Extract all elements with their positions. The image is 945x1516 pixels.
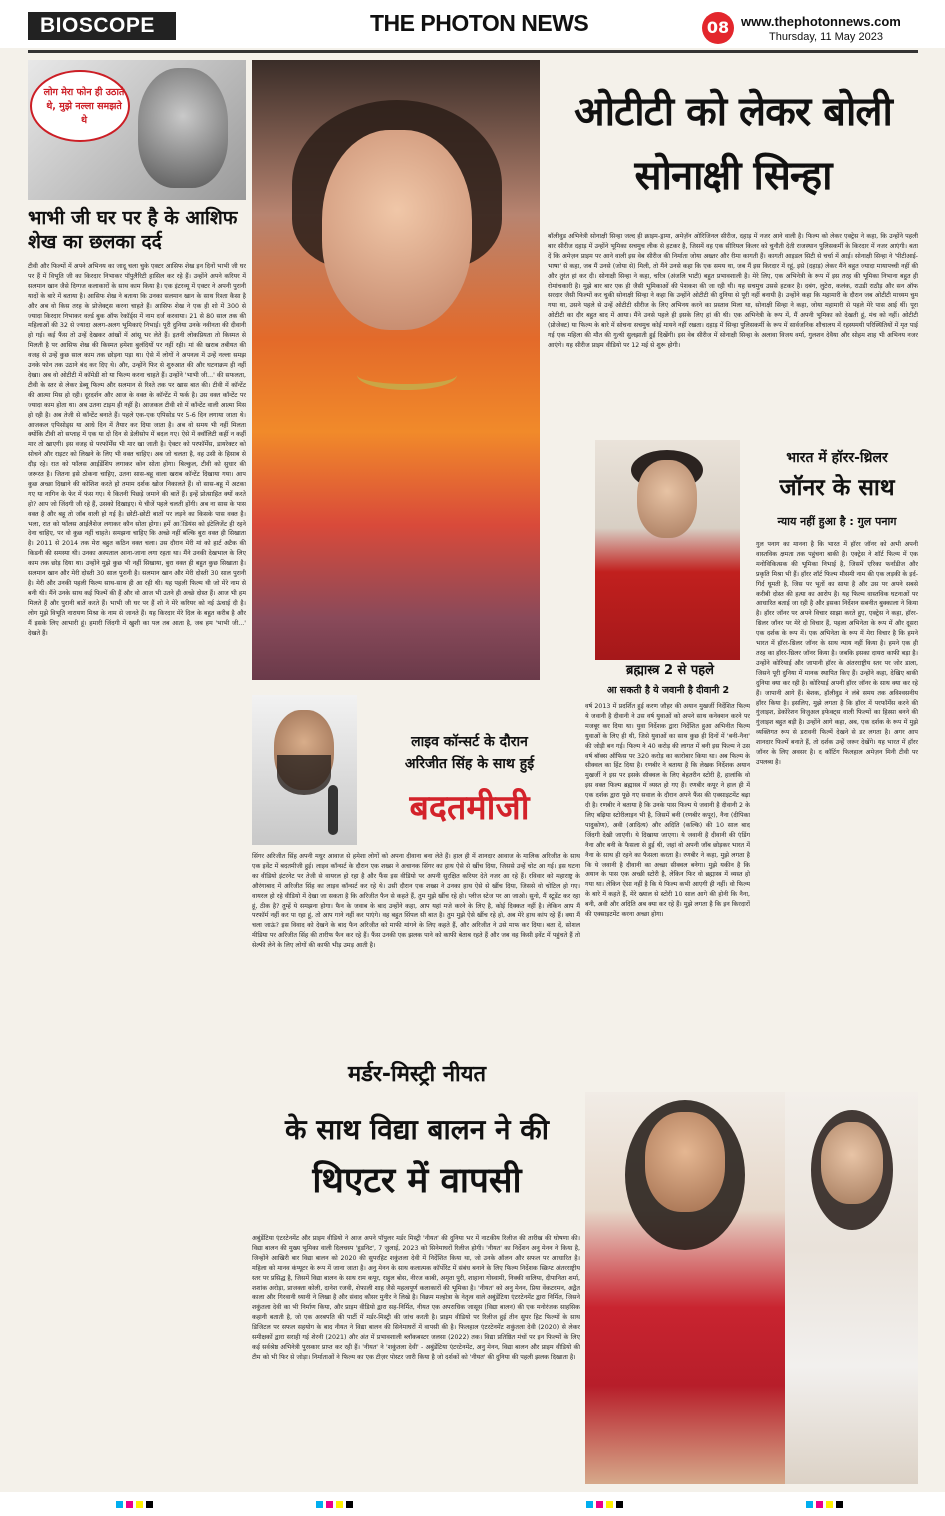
photo-beard xyxy=(277,755,331,795)
main-headline: ओटीटी को लेकर बोली सोनाक्षी सिन्हा xyxy=(574,89,892,199)
registration-dot xyxy=(616,1501,623,1508)
photo-face xyxy=(322,130,472,330)
vidya-body: अबुंडेंटिया एंटरटेनमेंट और प्राइम वीडियो ने आज अपने पॉपुलर मर्डर मिस्ट्री 'नीयत' की दुनिया भर में नाटकीय रिलीज की तारीख की घोषणा की। विद्या बालन की मुख्य भूमिका वाली दिलचस्प 'हुडनिट', 7 जुलाई, 2023 को सिनेमाघरों रिलीज होगी। 'नीयत' का निर्देशन अनु मेनन ने किया है, जिन्होंने आखिरी बार विद्या बालन को 2020 की सुपरहिट शकुंतला देवी में निर्देशित किया था, जो उनके ऑलन और सफल पर आधारित है। महिला को मानव कंप्यूटर के रूप में जाना जाता है। अनु मेनन के साथ कलात्मक कॉर्पोरेट में संबंध बनाने के लिए फिल्म निर्देशक स्क्रिप्ट अंतरराष्ट्रीय स्तर पर प्रसिद्ध है, जिसमें विद्या बालन के साथ राम कपूर, राहुल बोस, नीरज काबी, अमृता पुरी, शाहाना गोस्वामी, निक्की वालिया, दीपानिता शर्मा, शशांक अरोड़ा, प्राजक्ता कोली, दानेश रजवी, शेफाली शाह जैसे महत्वपूर्ण कलाकारों की भूमिका है। 'नीयत' को अनु मेनन, प्रिया वेंकटरमन, अद्वैत काला और गिरवानी ध्यानी ने लिखा है और संवाद कौसर मुनीर ने लिखे है। विक्रम मल्होत्रा के नेतृत्व वाले अबुंडेंटिया एंटरटेनमेंट द्वारा निर्मित, जिसने शकुंतला देवी का भी निर्माण किया, और प्राइम वीडियो द्वारा सह-निर्मित, नीयत एक अपराधिक जासूस (विद्या बालन) की एक मनोरंजक साहसिक कहानी बताती है, जो एक अरबपति की पार्टी में मर्डर-मिस्ट्री की जांच करती है। प्राइम वीडियो पर रिलीज हुई तीन सुपर हिट फिल्मों के साथ डिजिटल पर सफल सहयोग के बाद नीयत ने विद्या बालन की सिनेमाघरों में वापसी की है। फिलहाल एंटरटेनमेंट शकुंतला देवी (2020) से लेकर समीक्षकों द्वारा सराही गई शेरनी (2021) और अंत में प्रभावशाली ब्लॉकबस्टर जलसा (2022) तक। विद्या प्रतिष्ठित मंचों पर इन फिल्मों के लिए कई सर्वश्रेष्ठ अभिनेत्री पुरस्कार प्राप्त कर रही हैं। 'नीयत' ने 'शकुंतला देवी' - अबुंडेंटिया एंटरटेनमेंट, अनु मेनन, विद्या बालन और प्राइम वीडियो की टीम को भी फिर से जोड़ा। निर्माताओं ने फिल्म का एक टीज़र पोस्टर जारी किया है जो दर्शकों को 'नीयत' की दुनिया की पहली झलक दिखाता है। xyxy=(252,1235,580,1361)
photo-face xyxy=(821,1122,883,1204)
photo-face xyxy=(637,460,697,538)
photo-necklace xyxy=(357,360,457,390)
arijit-photo xyxy=(252,695,357,845)
page-number-badge: 08 xyxy=(702,12,734,44)
brahmastra-body: वर्ष 2013 में प्रदर्शित हुई करण जौहर की अयान मुखर्जी निर्देशित फिल्म ये जवानी है दीवानी ने उस वर्ष युवाओं को अपने साथ कनेक्शन करने पर मजबूर कर दिया था। युवा निर्देशक द्वारा निर्देशित हुआ अभिनीत फिल्म युवाओं के लिए ही थी, जिसे युवाओं का साथ कुछ ही दिनों में 'बनी-नैना' की जोड़ी बन गई। फिल्म ने 40 करोड़ की लागत में बनी इस फिल्म ने उस वर्ष बॉक्स ऑफिस पर 320 करोड़ का कारोबार किया था। अब फिल्म के सीक्वल का हिंट दिया है। रणबीर ने बताया है कि लेखक निर्देशक अयान मुखर्जी ने इस पर इसके सीक्वल के लिए बेहतरीन स्टोरी है, हालांकि वो इस वक्त फिल्म ब्रह्मास्त्र में व्यस्त हो गए हैं। रणबीर कपूर ने हाल ही में एक दर्शक द्वारा पूछे गए सवाल के दौरान अपने फैंस की एक्साइटमेंट बढ़ा दी है। रणबीर ने बताया है कि उनके पास फिल्म ये जवानी है दीवानी 2 के लिए बढ़िया स्टोरीलाइन भी है, जिसमें बनी (रणबीर कपूर), नैना (दीपिका पादुकोण), अवी (आदित्य) और अदिति (कल्कि) की 10 साल बाद जिंदगी देखी जाएगी। ये दिखाया जाएगा। ये जवानी है दीवानी की एंडिंग नैना और बनी के फैसला से हुई थी, जहां वो अपनी जॉब छोड़कर भारत में नैना के साथ ही रहने का फैसला करता है। रणबीर ने कहा, मुझे लगता है कि ये जवानी है दीवानी का अच्छा सीक्वल बनेगा। मुझे यकीन है कि अयान के पास एक अच्छी स्टोरी है, लेकिन फिर वो ब्रह्मास्त्र में व्यस्त हो गया था। लेकिन ऐसा नहीं है कि ये फिल्म कभी आएगी ही नहीं। वो फिल्म के बारे में कहते हैं, मेरे ख्याल से स्टोरी 10 साल आगे की होनी कि नैना, बनी, अवी और अदिति अब क्या कर रहे हैं। मुझे लगता है कि इन किरदारों की एक्साइटमेंट करना अच्छा होगा। xyxy=(585,703,750,919)
arijit-body: सिंगर अरिजीत सिंह अपनी मधुर आवाज से हमेशा लोगों को अपना दीवाना बना लेते हैं। हाल ही में शानदार आवाज के मालिक अरिजीत के साथ एक इवेंट में बदतमीजी हुई। लाइव कॉन्सर्ट के दौरान एक शख्स ने अचानक सिंगर का हाथ ऐसे से खींच दिया, जिससे उन्हें चोट आ गई। इस घटना का वीडियो इंटरनेट पर तेजी से वायरल हो रहा है और फैंस इस वीडियो पर अपनी सुरक्षित करियर देते नजर आ रहे हैं। रविवार को महाराष्ट्र के औरंगाबाद में अरिजीत सिंह का लाइव कॉन्सर्ट कर रहे थे। उसी दौरान एक शख्स ने उनका हाथ ऐसे से खींच दिया, जिससे वो चोटिल हो गए। वायरल हो रहे वीडियो में देखा जा सकता है कि अरिजीत फैन से कहते हैं, तुम मुझे खींच रहे हो। प्लीज स्टेज पर आ जाओ। सुनो, मैं स्टूडेंट कर रहा हूं, ठीक है? तुम्हें ये समझना होगा। फैन के जवाब के बाद उन्होंने कहा, आप यहां मजे करने के लिए है, कोई दिक्कत नहीं है। लेकिन आप मैं परफॉर्म नहीं कर पा रहा हूं, तो आप गाने नहीं कर पाएंगे। वह बहुत सिंपल सी बात है। तुम मुझे ऐसे खींच रहे हो, अब मेरे हाथ कांप रहे हैं। क्या मैं चला जाऊं? इस विवाद को देखने के बाद फैन अरिजीत को माफी मांगने के लिए कहते हैं, और अरिजीत ने उसे माफ कर दिया। बता दें, सोशल मीडिया पर अरिजीत सिंह की तारीफ फैन कर रहे हैं। फैंस उनकी एक झलक पाने को काफी बेताब रहते हैं और जब वह किसी इवेंट में पहुंचते हैं तो सेल्फी लेने के लिए लोगों की काफी भीड़ उमड़ आती है। xyxy=(252,853,580,950)
gul-panag-photo xyxy=(785,1092,918,1484)
registration-dot xyxy=(586,1501,593,1508)
left-story-headline: भाभी जी घर पर है के आशिफ शेख का छलका दर्द xyxy=(28,207,238,253)
registration-dot xyxy=(336,1501,343,1508)
portrait-face xyxy=(138,68,228,188)
vidya-headline-2: के साथ विद्या बालन ने की xyxy=(284,1113,550,1146)
left-story-body: टीवी और फिल्मों में अपने अभिनय का जादू चला चुके एक्टर आसिफ शेख इन दिनों भाभी जी घर पर हैं में विभूति जी का किरदार निभाकर पॉपुलैरिटी हासिल कर रहे हैं। उन्होंने अपने करियर में सलमान खान जैसे दिग्गज कलाकारों के साथ काम किया है। एक इंटरव्यू में एक्टर ने अपनी पुरानी यादों के बारे में बताया है। आसिफ शेख ने बताया कि उनका सलमान खान के साथ रिश्ता कैसा है और अब वो किस तरह के प्रोजेक्ट्स करना चाहते हैं। आसिफ शेख ने एक ही शो में 300 से ज्यादा किरदार निभाकर वर्ल्ड बुक ऑफ रेकॉर्ड्स में नाम दर्ज करवाया। 21 से 80 साल तक की महिलाओं की 32 से ज्यादा अलग-अलग भूमिकाएं निभाई। पूरी दुनिया उनके नवीनता की दीवानी हो गई। कई फैंस तो उन्हें देखकर आंखों में आंसू भर लेते हैं। इतनी लोकप्रियता तो किस्मत से मिलती है पर आसिफ शेख की किस्मत हमेशा बुलंदियों पर नहीं रही। मां की खराब तबीयत की वजह से उन्हें कुछ साल काम तक छोड़ना पड़ा था। ऐसे में लोगों ने अपनत्व में उन्हें नल्ला समझ उनके फोन तक उठाने बंद कर दिए थे। और, उन्होंने फिर से शुरुआत की और घटनाक्रम ही नहीं देखा। अब वो ओटीटी में कॉमेडी शो या फिल्म करना चाहते हैं। उन्होंने 'भाभी जी...' की सफलता, टीवी के स्तर से लेकर डेब्यू फिल्म और सलमान से रिश्ते तक पर खास बात की। टीवी में कॉन्टेंट की आत्मा मिस हो रही। दूरदर्शन और आज के वक्त के कॉन्टेंट में फर्क है। उस वक्त कॉन्टेंट पर ज्यादा काम होता था। अब उतना टाइम ही नहीं है। आजकल टीवी शो में कॉन्टेंट वाली आत्मा मिस हो रही है। अब तेजी से कॉन्टेंट बनाते हैं। पहले एक-एक एपिसोड पर 5-6 दिन लगाया जाता थे। आजकल एपिसोड्स या आधे दिन में तैयार कर दिया जाता है। अब वो समय भी नहीं मिलता क्योंकि टीवी शो सप्ताह में एक या दो दिन से डेलीसोप में बदल गए। ऐसे में क्वॉलिटी कहीं न कहीं मार तो खाएगी। इस वजह से परफॉर्मेंस भी मार खा जाती है। ऐक्टर को परफॉर्मेंस, डायरेक्टर को सोचने और राइटर को लिखने के लिए भी वक्त चाहिए। अब जो चलता है, वह उसी के हिसाब से दौड़ रहे। रात को फॉलस आईडेंशिप लगाकर कोन सोता होगा। बिल्कुल, टीवी को सुधार की जरूरत है। जितना इसे ठोकना चाहिए, उतना सास-बहू वाला खराब कॉन्टेंट दिखाया गया। आप कुछ अच्छा दिखाने की कोशिश करते हो तमाम दर्शक खोज निकालते हैं। वो सास-बहू में अटका गए या नागिन के फेर में फंस गए। ये कितनी पिछड़े जमाने की बातें हैं। इन्हें प्रोत्साहित क्यों करते हो? आप जो जिंदगी जी रहे हैं, उसको दिखाइए। ये चीजें पहले चलती होंगी। अब ना सास के पास वक्त है और बहू तो जॉब वाली हो गई है। छोटी-छोटी बातों पर लड़ने का किसके पास वक्त है। भला, रात को फॉलस आईलैशेज लगाकर कौन सोता होगा। हमें आॅडियंस को इंटेलिजेंट ही रहने देना चाहिए, पर वो कुछ नहीं चाहते। समझना चाहिए कि अच्छे नहीं बल्कि बुरा वक्त ही सिखाता है। 2011 से 2014 तक मेरा बहुत कठिन वक्त चला। उस दौरान मेरी मां को हार्ट अटैक की किडनी की समस्या थी। उनका अस्पताल आना-जाना लगा रहता था। मैंने उनकी देखभाल के लिए काम तक छोड़ दिया था। उन्होंने मुझे कुछ भी नहीं सिखाया, बुरा वक्त ही बहुत कुछ सिखाता है। सलमान खान और मेरी दोस्ती 30 साल पुरानी है। सलमान खान और मेरी दोस्ती 30 साल पुरानी है। मेरी और उनकी पहली फिल्म साथ-साथ ही आ रही थी। यह पहली फिल्म थी जो मेरे नाम से बनी थी। मैंने उनके साथ कई फिल्में की हैं और वो आज भी उतने ही अच्छे दोस्त हैं। आज भी हम मिलते हैं और पुरानी बातें करते हैं। भाभी जी घर पर हैं शो ने मेरे करियर को नई ऊंचाई दी है। लोग मुझे विभूति नारायण मिश्रा के नाम से जानते हैं। यह किरदार मेरे दिल के बहुत करीब है और मैं इसके लिए आभारी हूं। हमारी जिंदगी में खुशी का पल तब आता है, जब हम 'भाभी जी...' देखते हैं। xyxy=(28,263,246,637)
arijit-headline-3: बदतमीजी xyxy=(409,788,530,828)
vidya-headline-3: थिएटर में वापसी xyxy=(312,1161,522,1201)
newspaper-title: THE PHOTON NEWS xyxy=(370,10,589,36)
registration-dot xyxy=(116,1501,123,1508)
issue-date: Thursday, 11 May 2023 xyxy=(769,31,883,43)
masthead xyxy=(0,0,945,48)
arijit-headline-2: अरिजीत सिंह के साथ हुई xyxy=(404,756,535,772)
microphone-icon xyxy=(328,785,338,835)
ranbir-photo xyxy=(595,440,740,660)
pull-quote: लोग मेरा फोन ही उठाते थे, मुझे नल्ला समझते थे xyxy=(43,87,125,126)
website-url[interactable]: www.thephotonnews.com xyxy=(741,14,901,29)
registration-dot xyxy=(126,1501,133,1508)
registration-dot xyxy=(146,1501,153,1508)
main-story-body: बॉलीवुड अभिनेत्री सोनाक्षी सिन्हा जल्द ही क्राइम-ड्रामा, अमेज़ॅन ओरिजिनल सीरीज, दहाड़ में नजर आने वाली है। फिल्म को लेकर एक्ट्रेस ने कहा, कि उन्होंने पहली बार सीरीज दहाड़ में उन्होंने भूमिका सचमुच लीक से हटकर है, जिसमें वह एक सीरियल किलर को चुनौती देती राजस्थान पुलिसकर्मी के किरदार में नजर आएंगी। बता दें कि अमेज़न प्राइम पर आने वाली इस वेब सीरीज की निर्माता जोया अख्तर और रीमा कागती हैं। कागती आइडल सिटी से चर्चा में आई। सोनाक्षी सिन्हा ने 'पीटीआई-भाषा' से कहा, जब मैं उनसे (जोया से) मिली, तो मैंने उनसे कहा कि एक समय था, जब मैं इस किरदार में रहूं, इसे (दहाड़) लेकर मैंने बहुत ज्यादा मायापच्ची नहीं की और तुरंत हां कर दी। सोनाक्षी सिन्हा ने कहा, चरित्र (अंजलि भाटी) बहुत प्रभावशाली है। मेरे लिए, एक अभिनेत्री के रूप में इस तरह की भूमिका निभाना बहुत ही रोमांचकारी है। मुझे बार बार एक ही जैसी भूमिकाओं की पेशकश की जा रही थी। यह सचमुच उससे हटकर है। दबंग, लुटेरा, कलंक, राउडी राठौड़ और सन ऑफ सरदार जैसी फिल्मों कर चुकी सोनाक्षी सिन्हा ने कहा कि उन्होंने ओटीटी की दुनिया से पूरी नहीं बनायी है। उन्होंने कहा कि महामारी के दौरान जब ओटीटी माध्यम चुम गया था, उसने पहले से उन्हें ओटीटी सीरीज के लिए अभिनय करने का प्रस्ताव मिला था, सोनाक्षी सिन्हा ने कहा, जोया महामारी से पहले मेरे पास आई थीं। पूरा ओटीटी का दौर बहुत बाद में आया। मैंने उनसे पहले ही इसके लिए हां की थी। एक अभिनेत्री के रूप में, मैं अपनी भूमिका को देखती हूं, मंच को नहीं। ओटीटी (प्रोजेक्ट) या फिल्म के बारे में सोचना सचमुच कोई मायने नहीं रखता। दहाड़ में सिन्हा पुलिसकर्मी के रूप में सार्वजनिक शौचालय में रहस्यमयी परिस्थितियों में मृत पाई गई एक महिला की मौत की गुत्थी सुलझाती हुई दिखेंगी। इस वेब सीरीज में सोनाक्षी सिन्हा के अलावा विजय वर्मा, गुलशन देवैया और सोहम शाह भी अभिनय नजर आएंगे। यह सीरीज प्राइम वीडियो पर 12 मई से शुरू होगी। xyxy=(548,233,918,349)
brahmastra-subhead: आ सकती है ये जवानी है दीवानी 2 xyxy=(606,685,730,696)
registration-dot xyxy=(806,1501,813,1508)
registration-dot xyxy=(346,1501,353,1508)
photo-face xyxy=(645,1112,725,1212)
arijit-headline-1: लाइव कॉन्सर्ट के दौरान xyxy=(411,734,528,750)
vidya-photo xyxy=(585,1092,785,1484)
registration-dot xyxy=(816,1501,823,1508)
left-story xyxy=(28,60,246,1480)
aasif-sheikh-photo xyxy=(28,60,246,200)
horror-headline-2: जॉनर के साथ xyxy=(779,475,895,501)
registration-dot xyxy=(326,1501,333,1508)
registration-dot xyxy=(316,1501,323,1508)
section-tag: BIOSCOPE xyxy=(28,12,176,40)
quote-bubble xyxy=(30,70,130,142)
vidya-headline-1: मर्डर-मिस्ट्री नीयत xyxy=(347,1062,487,1087)
registration-dot xyxy=(136,1501,143,1508)
horror-subhead: न्याय नहीं हुआ है : गुल पनाग xyxy=(777,515,897,528)
sonakshi-photo xyxy=(252,60,540,680)
registration-dot xyxy=(826,1501,833,1508)
registration-dot xyxy=(606,1501,613,1508)
registration-dot xyxy=(596,1501,603,1508)
horror-body: गुल पनाग का मानना है कि भारत में हॉरर जॉनर को अभी अपनी वास्तविक क्षमता तक पहुंचना बाकी है। एक्ट्रेस ने शॉर्ट फिल्म में एक मनोविकित्सक की भूमिका निभाई है, जिसमें एरिका फर्नांडीज और प्रकृति मिश्रा भी हैं। हॉरर शॉर्ट फिल्म मौसमी नाम की एक लड़की के इर्द-गिर्द घूमती है, जिस पर भूतों का साया है और उस पर अपने सबसे करीबी दोस्त की हत्या का आरोप है। यह फिल्म वास्तविक घटनाओं पर आधारित बताई जा रही है और इसका निर्देशन सबनीत बुक्काला ने किया है। हॉरर जॉनर पर अपने विचार साझा करते हुए, एक्ट्रेस ने कहा, हॉरर-थ्रिलर जॉनर पर मेरे दो विचार हैं, पहला अभिनेता के रूप में और दूसरा एक दर्शक के रूप में। एक अभिनेता के रूप में मेरा विचार है कि हमने भारत में हॉरर-थ्रिलर जॉनर के साथ न्याय नहीं किया है। हमने एक ही तरह का हॉरर-थ्रिलर जॉनर किया है। जबकि इसका दायरा काफी बड़ा है। उन्होंने कोरियाई और जापानी हॉरर के अंतरराष्ट्रीय स्तर पर जोर डाला, जिसने पूरी दुनिया में मानक स्थापित किए हैं। उन्होंने कहा, देखिए बाकी दुनिया क्या कर रही है। कोरियाई अपनी हॉरर जॉनर के साथ क्या कर रहे हैं। जापानी आगे हैं। बेशक, हॉलीवुड ने लंबे समय तक अविश्वसनीय हॉरर किया है। इसलिए, मुझे लगता है कि हॉरर में परफॉर्मेंस करने की गुंजाइश, डेकोरेशन विजुअल इफेक्ट्स वाली फिल्मों का हिस्सा बनने की गुंजाइश बहुत बड़ी है। उन्होंने आगे कहा, अब, एक दर्शक के रूप में मुझे व्यक्तिगत रूप से डरावनी फिल्में देखने से डर लगता है। अगर आप शानदार फिल्में बनाते हैं, तो दर्शक उन्हें जरूर देखेंगे। यह भारत में हॉरर जॉनर के लिए अवसर है। द कॉटिंग फिलहाल अमेज़न मिनी टीवी पर उपलब्ध है। xyxy=(756,541,918,766)
brahmastra-headline: ब्रह्मास्त्र 2 से पहले xyxy=(626,663,714,678)
registration-dot xyxy=(836,1501,843,1508)
header-rule xyxy=(28,50,918,53)
horror-headline-1: भारत में हॉरर-थ्रिलर xyxy=(786,450,888,466)
